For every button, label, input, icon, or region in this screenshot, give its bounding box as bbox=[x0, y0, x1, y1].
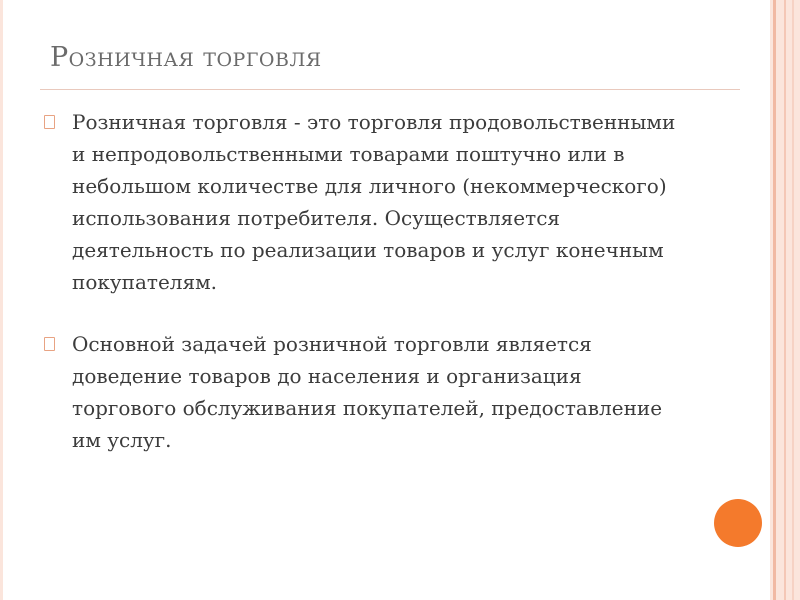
bullet-text: Розничная торговля - это торговля продовольственными и непродовольственными товарами поштучно или в небольшом количестве для личного (некоммерческого) использования потребителя. Осуществляется деятельность по реализации товаров и услуг конечным покупателям. bbox=[72, 110, 676, 294]
bullet-list bbox=[44, 106, 684, 486]
title-divider bbox=[40, 89, 740, 90]
right-border-line bbox=[773, 0, 776, 600]
circle-decoration-icon bbox=[714, 499, 762, 547]
bullet-text: Основной задачей розничной торговли является доведение товаров до населения и организация торгового обслуживания покупателей, предоставление им услуг. bbox=[72, 332, 663, 452]
right-border-line bbox=[784, 0, 786, 600]
bullet-item bbox=[44, 106, 684, 298]
left-border-decoration bbox=[0, 0, 3, 600]
right-border-line bbox=[792, 0, 794, 600]
slide-title: Розничная торговля bbox=[50, 42, 322, 73]
bullet-icon bbox=[44, 106, 72, 133]
bullet-icon bbox=[44, 328, 72, 355]
bullet-item bbox=[44, 328, 684, 456]
